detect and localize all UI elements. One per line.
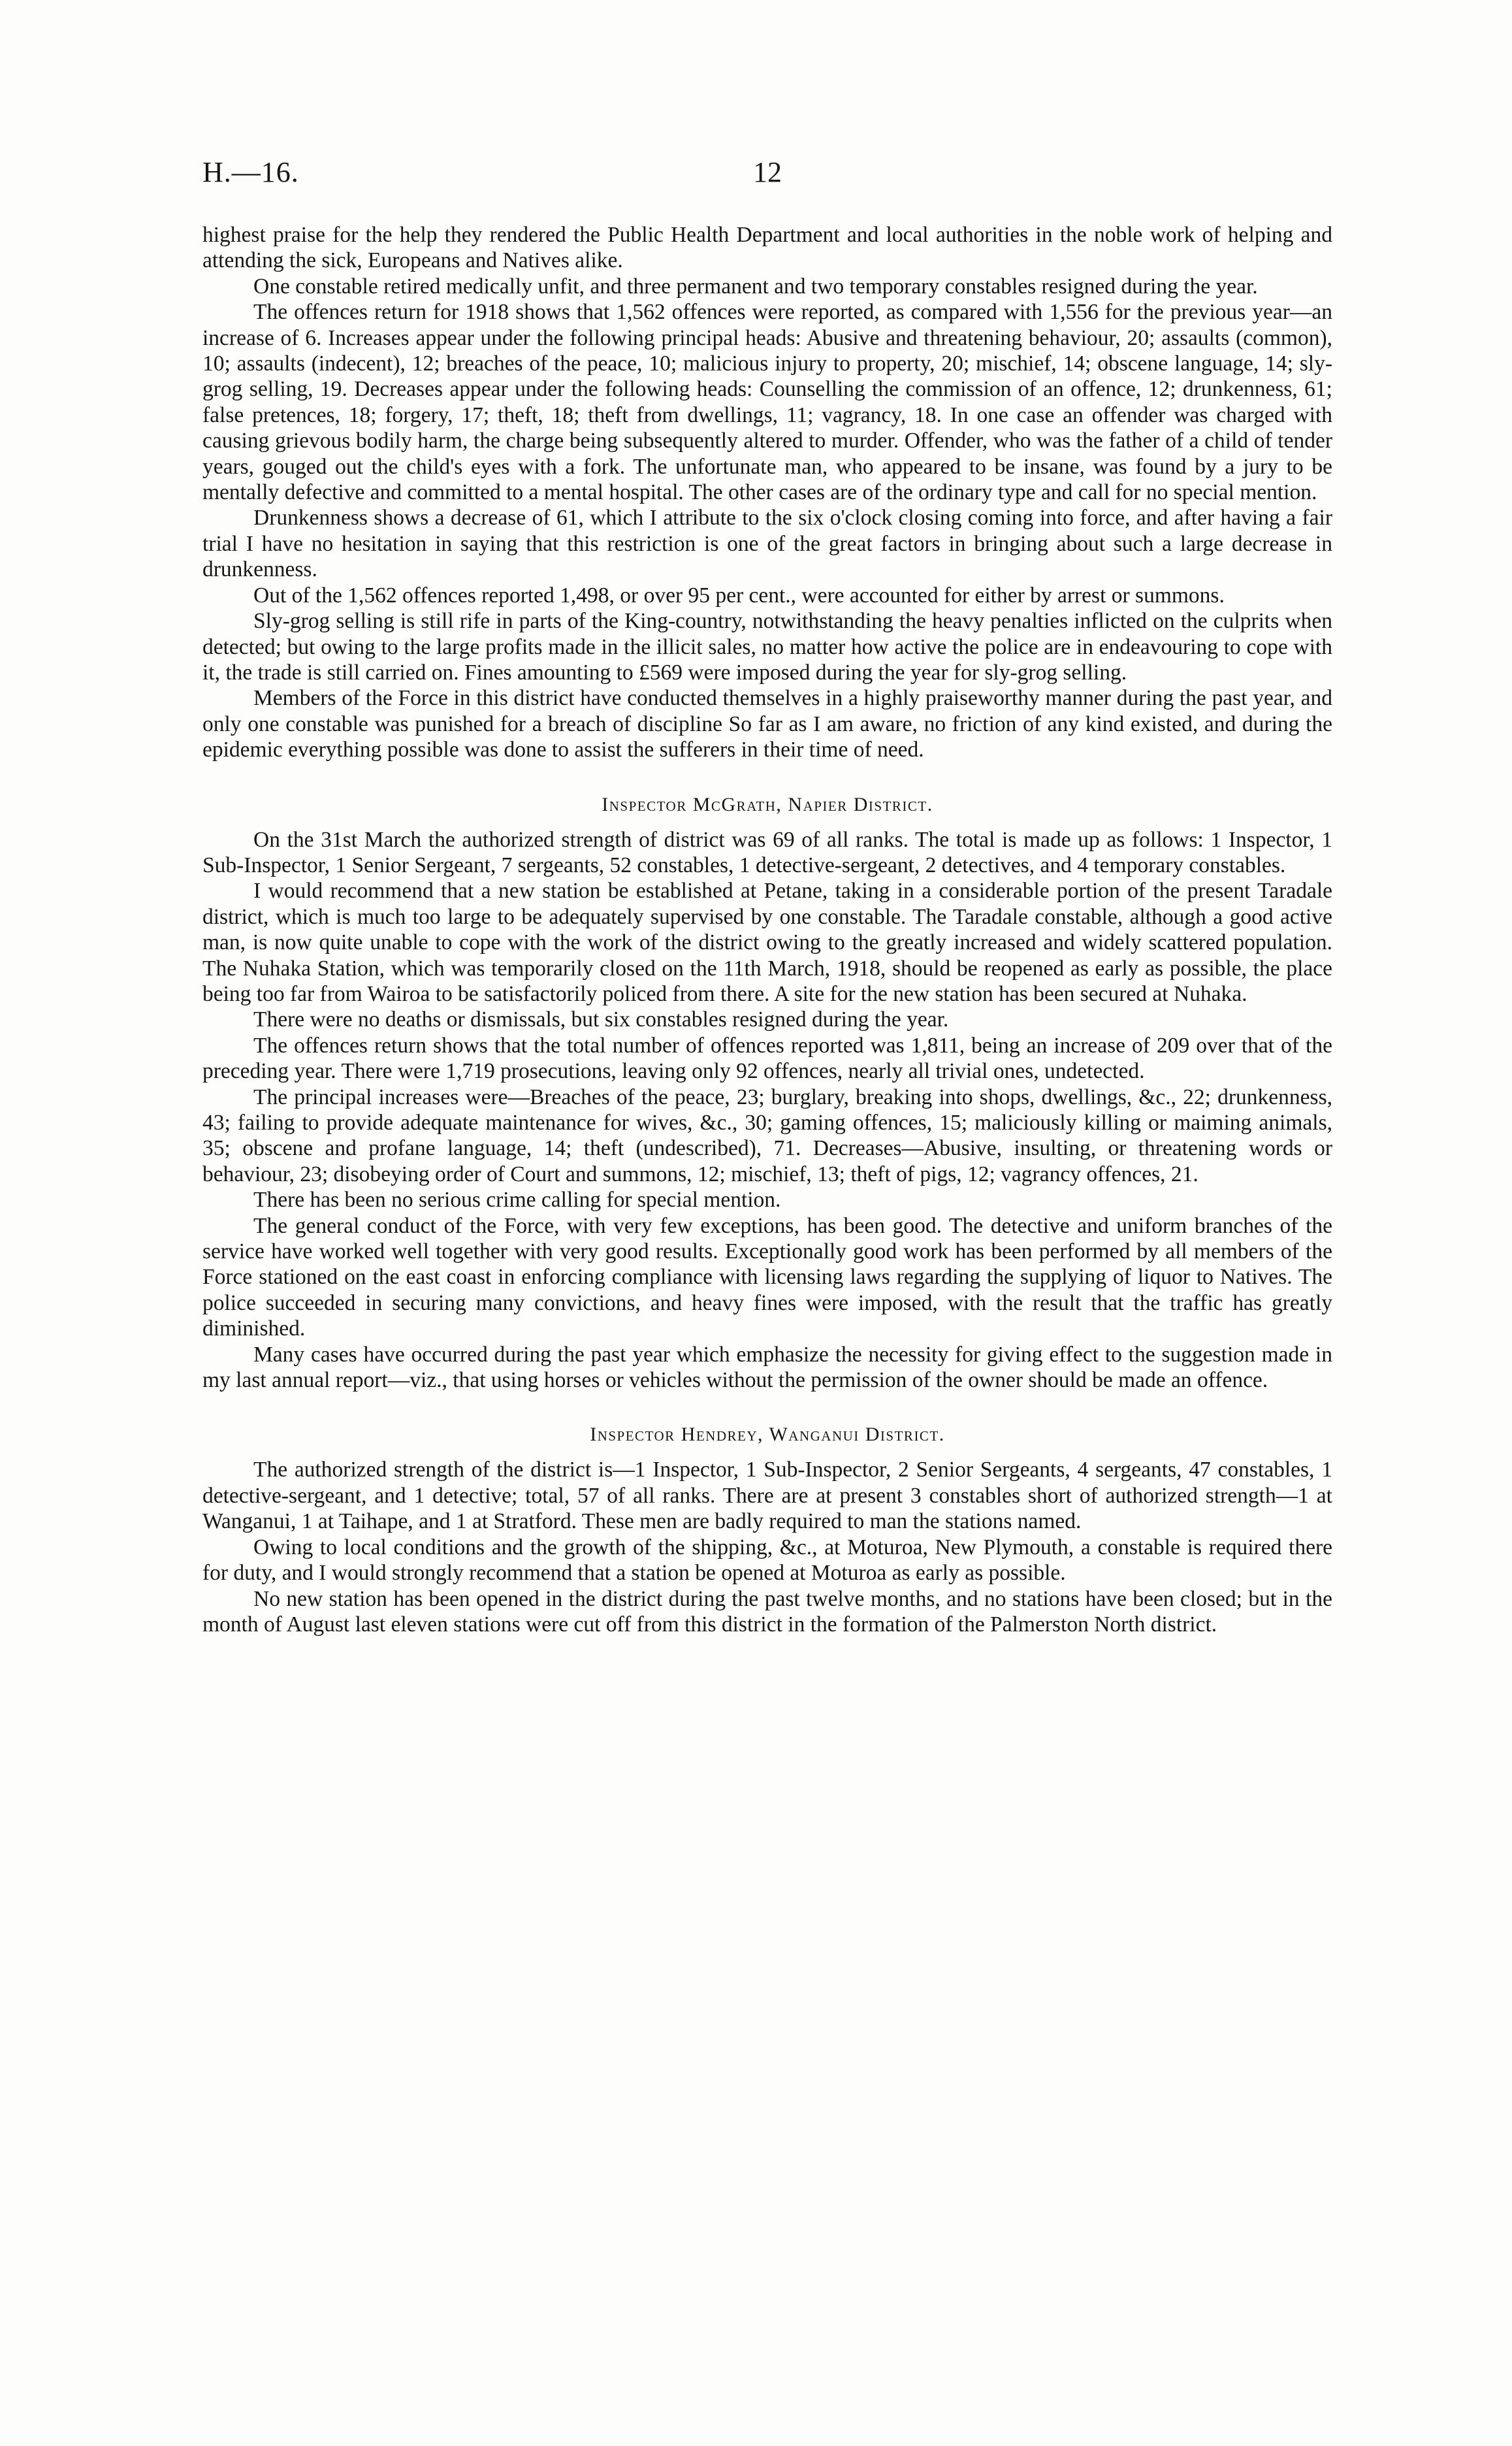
paragraph: There has been no serious crime calling for special mention. <box>253 1188 781 1213</box>
paragraph: The offences return shows that the total number of offences reported was 1,811, being an increase of 209 over that of the preceding year. There were 1,719 prosecutions, leaving only 92 offences, nearly all trivial ones, undetected. <box>202 1033 1332 1084</box>
section-heading-wanganui: Inspector Hendrey, Wanganui District. <box>590 1424 945 1446</box>
paragraph: Many cases have occurred during the past year which emphasize the necessity for giving effect to the suggestion made in my last annual report—viz., that using horses or vehicles without the permission of the owner should be made an offence. <box>202 1342 1332 1393</box>
section-heading-napier: Inspector McGrath, Napier District. <box>602 793 933 815</box>
paragraph: There were no deaths or dismissals, but six constables resigned during the year. <box>253 1007 949 1032</box>
paragraph: Drunkenness shows a decrease of 61, which I attribute to the six o'clock closing coming into force, and after having a fair trial I have no hesitation in saying that this restriction is one of the great factors in bringing about such a large decrease in drunkenness. <box>202 506 1332 582</box>
body-text <box>202 222 1332 1637</box>
running-head <box>202 155 1332 195</box>
paragraph: Out of the 1,562 offences reported 1,498, or over 95 per cent., were accounted for either by arrest or summons. <box>253 583 1225 608</box>
document-reference: H.—16. <box>202 156 299 188</box>
paragraph: One constable retired medically unfit, and three permanent and two temporary constables resigned during the year. <box>253 274 1258 299</box>
paragraph: Sly-grog selling is still rife in parts of the King-country, notwithstanding the heavy penalties inflicted on the culprits when detected; but owing to the large profits made in the illicit sales, no matter how active the police are in endeavouring to cope with it, the trade is still carried on. Fines amounting to £569 were imposed during the year for sly-grog selling. <box>202 609 1332 685</box>
paragraph: Owing to local conditions and the growth of the shipping, &c., at Moturoa, New Plymouth, a constable is required there for duty, and I would strongly recommend that a station be opened at Moturoa as early as possible. <box>202 1535 1332 1586</box>
paragraph: The authorized strength of the district is—1 Inspector, 1 Sub-Inspector, 2 Senior Sergeants, 4 sergeants, 47 constables, 1 detective-sergeant, and 1 detective; total, 57 of all ranks. There are at present 3 constables short of authorized strength—1 at Wanganui, 1 at Taihape, and 1 at Stratford. These men are badly required to man the stations named. <box>202 1458 1332 1534</box>
paragraph: No new station has been opened in the district during the past twelve months, and no stations have been closed; but in the month of August last eleven stations were cut off from this district in the formation of the Palmerston North district. <box>202 1586 1332 1637</box>
paragraph: The principal increases were—Breaches of the peace, 23; burglary, breaking into shops, dwellings, &c., 22; drunkenness, 43; failing to provide adequate maintenance for wives, &c., 30; gaming offences, 15; maliciously killing or maiming animals, 35; obscene and profane language, 14; theft (undescribed), 71. Decreases—Abusive, insulting, or threatening words or behaviour, 23; disobeying order of Court and summons, 12; mischief, 13; theft of pigs, 12; vagrancy offences, 21. <box>202 1084 1332 1186</box>
paragraph: On the 31st March the authorized strength of district was 69 of all ranks. The total is made up as follows: 1 Inspector, 1 Sub-Inspector, 1 Senior Sergeant, 7 sergeants, 52 constables, 1 detective-sergeant, 2 detectives, and 4 temporary constables. <box>202 827 1332 877</box>
paragraph: I would recommend that a new station be established at Petane, taking in a considerable portion of the present Taradale district, which is much too large to be adequately supervised by one constable. The Taradale constable, although a good active man, is now quite unable to cope with the work of the district owing to the greatly increased and widely scattered population. The Nuhaka Station, which was temporarily closed on the 11th March, 1918, should be reopened as early as possible, the place being too far from Wairoa to be satisfactorily policed from there. A site for the new station has been secured at Nuhaka. <box>202 879 1332 1006</box>
paragraph: highest praise for the help they rendered the Public Health Department and local authorities in the noble work of helping and attending the sick, Europeans and Natives alike. <box>202 223 1332 273</box>
paragraph: The general conduct of the Force, with very few exceptions, has been good. The detective and uniform branches of the service have worked well together with very good results. Exceptionally good work has been performed by all members of the Force stationed on the east coast in enforcing compliance with licensing laws regarding the supplying of liquor to Natives. The police succeeded in securing many convictions, and heavy fines were imposed, with the result that the traffic has greatly diminished. <box>202 1213 1332 1341</box>
paragraph: The offences return for 1918 shows that 1,562 offences were reported, as compared with 1,556 for the previous year—an increase of 6. Increases appear under the following principal heads: Abusive and threatening behaviour, 20; assaults (common), 10; assaults (indecent), 12; breaches of the peace, 10; malicious injury to property, 20; mischief, 14; obscene language, 14; sly-grog selling, 19. Decreases appear under the following heads: Counselling the commission of an offence, 12; drunkenness, 61; false pretences, 18; forgery, 17; theft, 18; theft from dwellings, 11; vagrancy, 18. In one case an offender was charged with causing grievous bodily harm, the charge being subsequently altered to murder. Offender, who was the father of a child of tender years, gouged out the child's eyes with a fork. The unfortunate man, who appeared to be insane, was found by a jury to be mentally defective and committed to a mental hospital. The other cases are of the ordinary type and call for no special mention. <box>202 300 1332 505</box>
page-number: 12 <box>753 156 782 188</box>
paragraph: Members of the Force in this district have conducted themselves in a highly praiseworthy manner during the past year, and only one constable was punished for a breach of discipline So far as I am aware, no friction of any kind existed, and during the epidemic everything possible was done to assist the sufferers in their time of need. <box>202 686 1332 762</box>
